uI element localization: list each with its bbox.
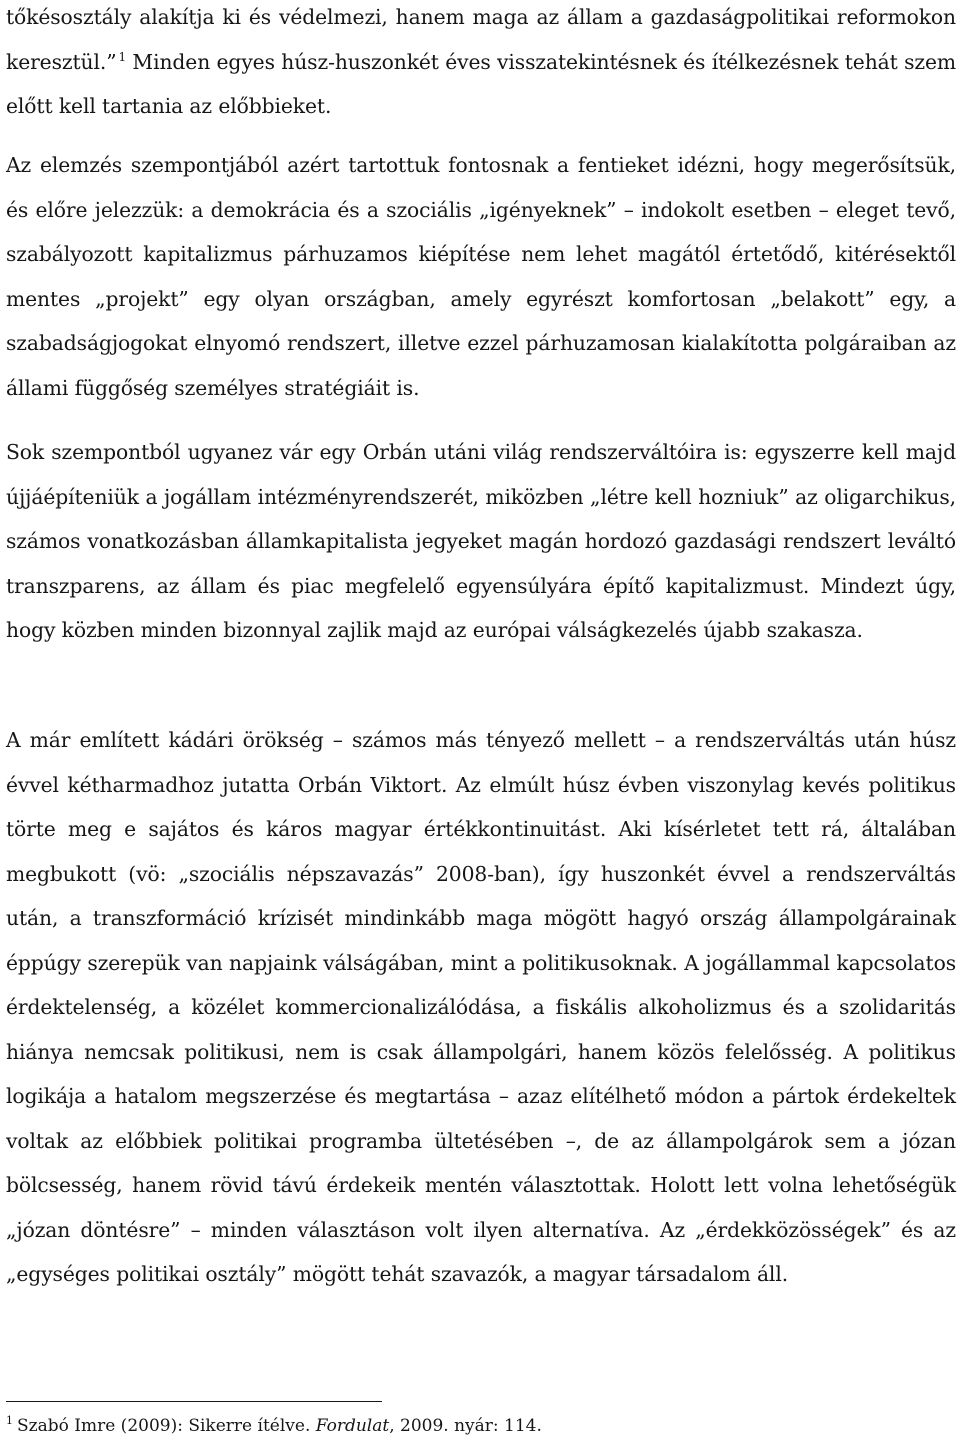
footnote [6,1414,956,1438]
paragraph-2: Az elemzés szempontjából azért tartottuk fontosnak a fentieket idézni, hogy megerősítsük, és előre jelezzük: a demokrácia és a szociális „igényeknek” – indokolt esetben – eleget tevő, szabályozott kapitalizmus párhuzamos kiépítése nem lehet magától értetődő, kitérésektől mentes „projekt” egy olyan országban, amely egyrészt komfortosan „belakott” egy, a szabadságjogokat elnyomó rendszert, illetve ezzel párhuzamosan kialakította polgáraiban az állami függőség személyes stratégiáit is. [6,153,956,400]
paragraph-1-continuation: Minden egyes húsz-huszonkét éves visszatekintésnek és ítélkezésnek tehát szem előtt kell tartania az előbbieket. [6,49,956,118]
footnote-citation-end: , 2009. nyár: 114. [389,1416,542,1436]
footnote-separator [6,1401,382,1402]
footnote-reference[interactable]: 1 [118,49,127,64]
paragraph-4: A már említett kádári örökség – számos más tényező mellett – a rendszerváltás után húsz évvel kétharmadhoz jutatta Orbán Viktort. Az elmúlt húsz évben viszonylag kevés politikus törte meg e sajátos és káros magyar értékkontinuitást. Aki kísérletet tett rá, általában megbukott (vö: „szociális népszavazás” 2008-ban), így huszonkét évvel a rendszerváltás után, a transzformáció krízisét mindinkább maga mögött hagyó ország állampolgárainak éppúgy szerepük van napjaink válságában, mint a politikusoknak. A jogállammal kapcsolatos érdektelenség, a közélet kommercionalizálódása, a fiskális alkoholizmus és a szolidaritás hiánya nemcsak politikusi, nem is csak állampolgári, hanem közös felelősség. A politikus logikája a hatalom megszerzése és megtartása – azaz elítélhető módon a pártok érdekeltek voltak az előbbiek politikai programba ültetésében –, de az állampolgárok sem a józan bölcsesség, hanem rövid távú érdekeik mentén választottak. Holott lett volna lehetőségük „józan döntésre” – minden választáson volt ilyen alternatíva. Az „érdekközösségek” és az „egységes politikai osztály” mögött tehát szavazók, a magyar társadalom áll. [6,728,956,1286]
footnote-journal: Fordulat [315,1416,390,1436]
footnote-citation: Szabó Imre (2009): Sikerre ítélve. [17,1416,316,1436]
footnote-number: 1 [6,1414,13,1428]
paragraph-1-text: tőkésosztály alakítja ki és védelmezi, hanem maga az állam a gazdaságpolitikai reformokon keresztül.” [6,5,956,74]
paragraph-1 [6,0,956,129]
paragraph-3: Sok szempontból ugyanez vár egy Orbán utáni világ rendszerváltóira is: egyszerre kell majd újjáépíteniük a jogállam intézményrendszerét, miközben „létre kell hozniuk” az oligarchikus, számos vonatkozásban államkapitalista jegyeket magán hordozó gazdasági rendszert leváltó transzparens, az állam és piac megfelelő egyensúlyára építő kapitalizmust. Mindezt úgy, hogy közben minden bizonnyal zajlik majd az európai válságkezelés újabb szakasza. [6,440,956,642]
